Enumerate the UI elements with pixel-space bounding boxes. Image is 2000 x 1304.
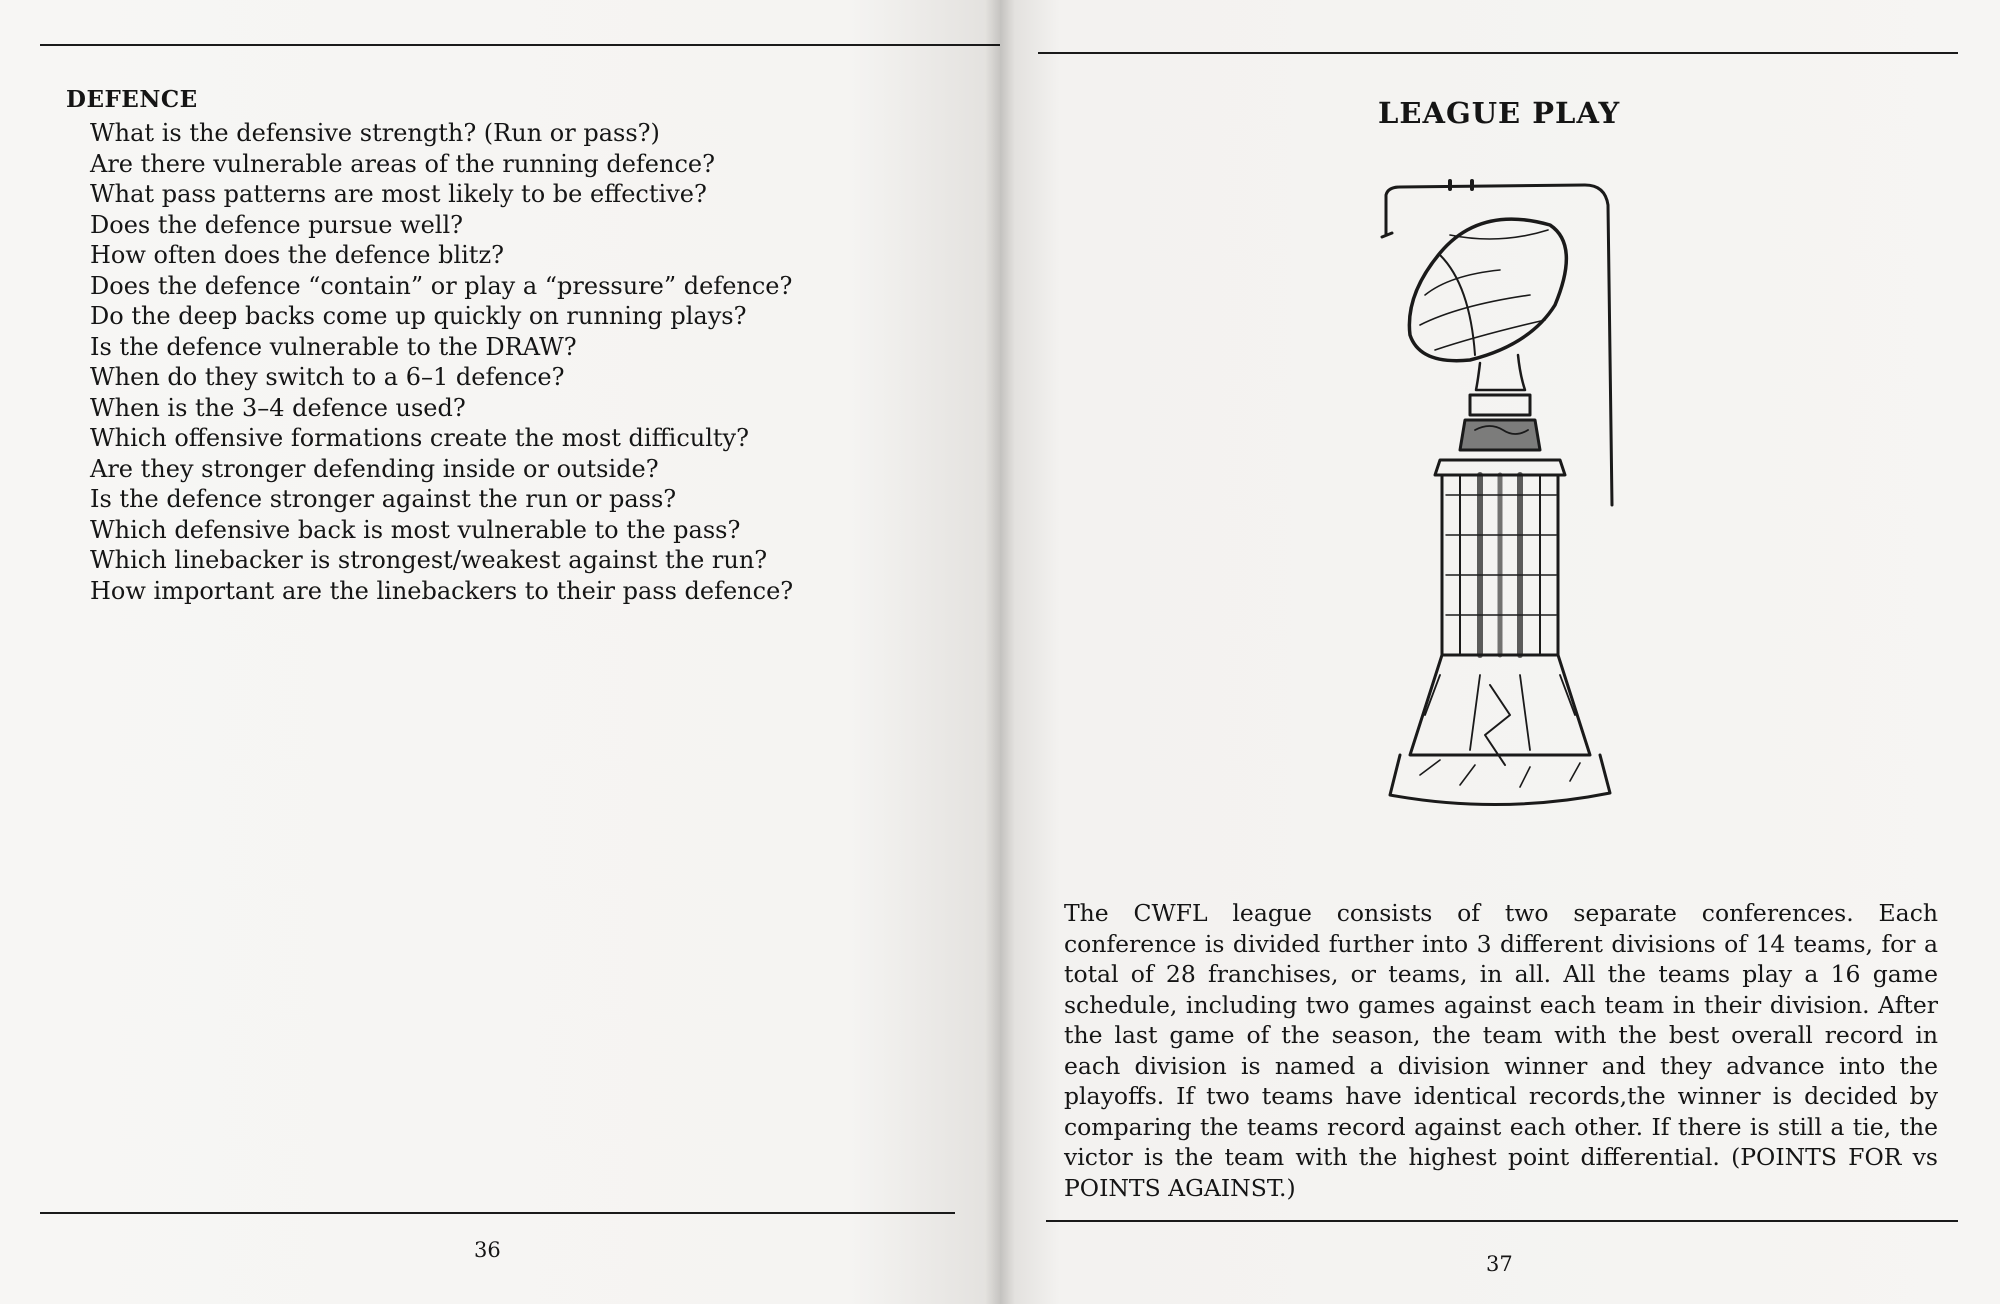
- page-title: LEAGUE PLAY: [1378, 96, 1621, 130]
- list-item: When is the 3–4 defence used?: [90, 393, 466, 422]
- list-item: What is the defensive strength? (Run or pass?): [90, 119, 660, 147]
- list-item: Which offensive formations create the most difficulty?: [90, 424, 749, 452]
- list-item: Which linebacker is strongest/weakest against the run?: [90, 546, 768, 574]
- top-rule-left: [40, 44, 1000, 46]
- list-item: Does the defence pursue well?: [90, 210, 464, 239]
- list-item: How important are the linebackers to their pass defence?: [90, 576, 794, 605]
- top-rule-right: [1038, 52, 1958, 54]
- trophy-icon: [1380, 175, 1640, 875]
- list-item: When do they switch to a 6–1 defence?: [90, 363, 565, 391]
- list-item: Are there vulnerable areas of the running defence?: [90, 149, 715, 178]
- list-item: How often does the defence blitz?: [90, 241, 504, 269]
- league-description: The CWFL league consists of two separate conferences. Each conference is divided further into 3 different divisions of 14 teams, for a total of 28 franchises, or teams, in all. All the teams play a 16 game schedule, including two games against each team in their division. After the last game of the season, the team with the best overall record in each division is named a division winner and they advance into the playoffs. If two teams have identical records,the winner is decided by comparing the teams record against each other. If there is still a tie, the victor is the team with the highest point differential. (POINTS FOR vs POINTS AGAINST.): [1064, 899, 1938, 1202]
- list-item: Are they stronger defending inside or outside?: [90, 454, 659, 483]
- list-item: Do the deep backs come up quickly on running plays?: [90, 302, 747, 330]
- book-spine-shadow: [985, 0, 1015, 1304]
- right-page: [1000, 0, 2000, 1304]
- defence-question-list: [90, 118, 793, 606]
- bottom-rule-left: [40, 1212, 955, 1214]
- page-number-right: 37: [1486, 1252, 1513, 1276]
- page-number-left: 36: [474, 1238, 501, 1262]
- list-item: Which defensive back is most vulnerable to the pass?: [90, 515, 741, 544]
- bottom-rule-right: [1046, 1220, 1958, 1222]
- list-item: What pass patterns are most likely to be effective?: [90, 180, 707, 208]
- list-item: Is the defence stronger against the run or pass?: [90, 485, 677, 513]
- section-heading-defence: DEFENCE: [66, 86, 198, 113]
- list-item: Is the defence vulnerable to the DRAW?: [90, 332, 577, 361]
- list-item: Does the defence “contain” or play a “pressure” defence?: [90, 271, 793, 300]
